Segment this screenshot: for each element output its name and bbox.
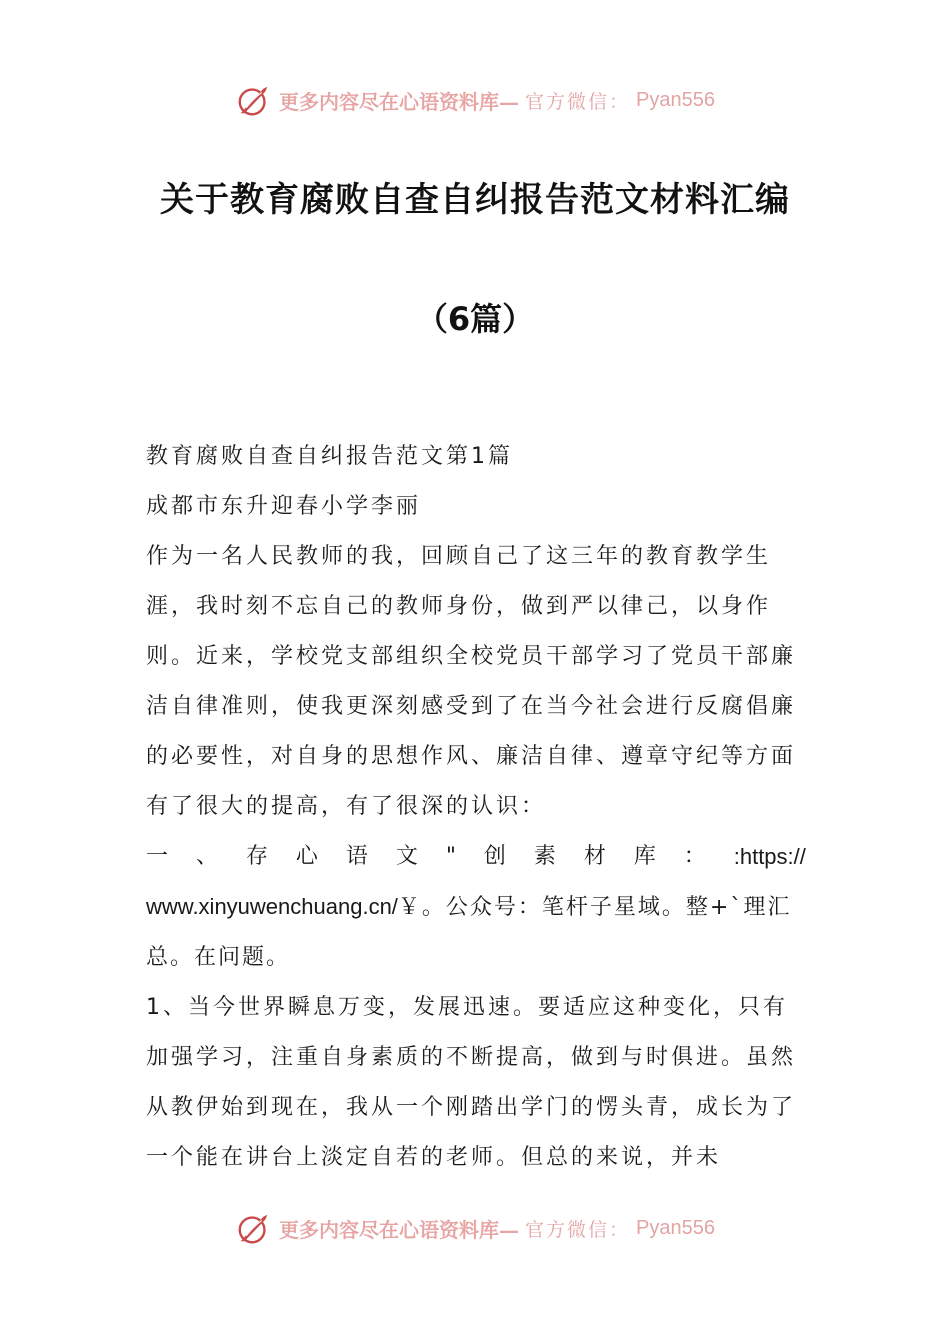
justify-char: "	[445, 844, 456, 869]
justify-char: 库	[633, 844, 656, 869]
document-title: 关于教育腐败自查自纠报告范文材料汇编	[160, 180, 790, 220]
justify-char: ：	[683, 844, 706, 869]
footer-promo-text: 更多内容尽在心语资料库—	[279, 1217, 519, 1242]
justify-char: 语	[345, 844, 368, 869]
paragraph-1: 作为一名人民教师的我，回顾自己了这三年的教育教学生涯，我时刻不忘自己的教师身份，做到严以律己，以身作则。近来，学校党支部组织全校党员干部学习了党员干部廉洁自律准则，使我更深刻感受到了在当今社会进行反腐倡廉的必要性，对自身的思想作风、廉洁自律、遵章守纪等方面有了很大的提高，有了很深的认识：	[146, 544, 797, 819]
justify-char: 一	[146, 844, 169, 869]
paragraph-2-continued	[146, 882, 806, 983]
header-promo-text: 更多内容尽在心语资料库—	[279, 89, 519, 114]
paragraph-2-rest: ￥。公众号：笔杆子星域。整+`理汇总。在问题。	[146, 895, 792, 970]
header-wechat-label: 官方微信：	[525, 90, 631, 113]
header-watermark-banner	[0, 80, 950, 120]
document-body	[146, 432, 806, 1183]
justify-char: 创	[483, 844, 506, 869]
section-heading: 教育腐败自查自纠报告范文第1篇	[146, 444, 513, 469]
resource-url: www.xinyuwenchuang.cn/	[146, 894, 398, 919]
footer-wechat-id: Pyan556	[636, 1216, 715, 1239]
justify-char: 文	[395, 844, 418, 869]
paragraph-3: 1、当今世界瞬息万变，发展迅速。要适应这种变化，只有加强学习，注重自身素质的不断提高，做到与时俱进。虽然从教伊始到现在，我从一个刚踏出学门的愣头青，成长为了一个能在讲台上淡定自若的老师。但总的来说，并未	[146, 995, 797, 1170]
quill-pen-logo-icon	[235, 1209, 273, 1247]
justify-char: 素	[533, 844, 556, 869]
header-wechat-id: Pyan556	[636, 88, 715, 111]
url-prefix: :https://	[733, 844, 806, 869]
justify-char: 材	[583, 844, 606, 869]
author-line: 成都市东升迎春小学李丽	[146, 494, 422, 519]
justify-char: 、	[195, 844, 218, 869]
paragraph-2-first-line	[146, 832, 806, 882]
document-subtitle: （6篇）	[415, 300, 535, 338]
footer-wechat-label: 官方微信：	[525, 1218, 631, 1241]
justify-char: 存	[245, 844, 268, 869]
footer-watermark-banner	[0, 1208, 950, 1248]
quill-pen-logo-icon	[235, 81, 273, 119]
justify-char: 心	[295, 844, 318, 869]
